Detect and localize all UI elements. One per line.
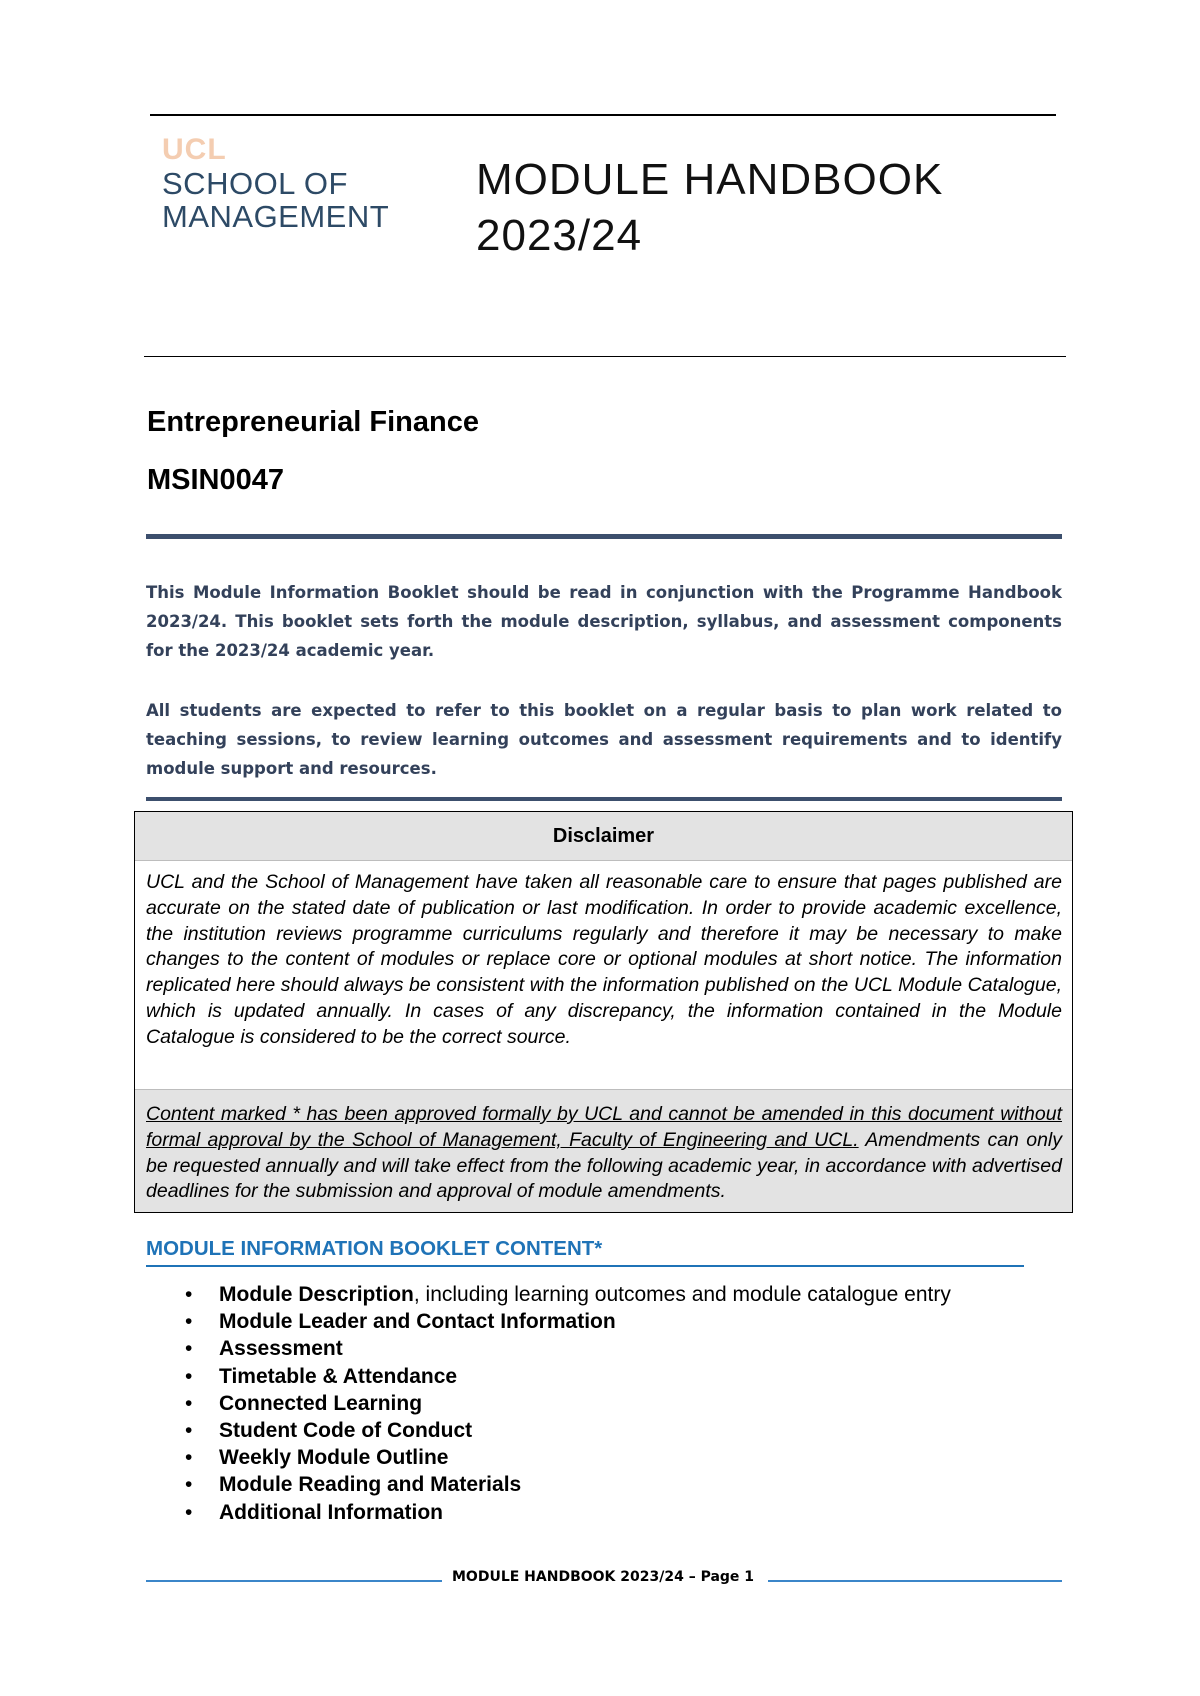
ucl-school-of-management-logo [162,135,389,232]
bullet-icon: • [185,1419,193,1443]
logo-line-management: MANAGEMENT [162,199,390,234]
bullet-icon: • [185,1473,193,1497]
list-item-detail: , including learning outcomes and module catalogue entry [413,1283,951,1306]
handbook-title-line1: MODULE HANDBOOK [476,155,944,204]
bullet-icon: • [185,1310,193,1334]
bullet-icon: • [185,1337,193,1361]
list-item [185,1281,951,1308]
list-item-title: Module Reading and Materials [219,1473,522,1497]
header-divider [144,356,1066,357]
bullet-icon: • [185,1283,193,1306]
list-item [185,1444,951,1471]
disclaimer-approved-content-note: Content marked * has been approved formally by UCL and cannot be amended in this document without formal approval by the School of Management, Faculty of Engineering and UCL. [146,1103,1062,1151]
list-item-title: Assessment [219,1337,343,1361]
module-code: MSIN0047 [147,464,285,496]
list-item [185,1471,951,1498]
intro-divider [146,797,1062,801]
top-rule [150,114,1056,116]
list-item-title: Module Leader and Contact Information [219,1310,616,1334]
list-item-title: Module Description [219,1283,414,1306]
footer-rule-left [146,1580,442,1582]
list-item-title: Weekly Module Outline [219,1446,449,1470]
disclaimer-box [134,811,1073,1213]
list-item [185,1308,951,1335]
list-item-title: Connected Learning [219,1391,423,1415]
bullet-icon: • [185,1446,193,1470]
handbook-title [476,152,943,264]
handbook-title-line2: 2023/24 [476,211,643,260]
bullet-icon: • [185,1364,193,1388]
contents-heading: MODULE INFORMATION BOOKLET CONTENT* [146,1237,1024,1267]
list-item-title: Timetable & Attendance [219,1364,458,1388]
footer-rule-right [768,1580,1062,1582]
bullet-icon: • [185,1500,193,1524]
module-name: Entrepreneurial Finance [147,406,479,438]
intro-paragraph-2: All students are expected to refer to this booklet on a regular basis to plan work related to teaching sessions, to review learning outcomes and assessment requirements and to identify module support and resources. [146,701,1062,778]
logo-line-school-of: SCHOOL OF [162,166,348,201]
list-item [185,1417,951,1444]
disclaimer-heading: Disclaimer [135,812,1072,861]
list-item [185,1363,951,1390]
intro-paragraph-1: This Module Information Booklet should be read in conjunction with the Programme Handbook 2023/24. This booklet sets forth the module description, syllabus, and assessment components for the 2023/24 academic year. [146,583,1062,660]
contents-list [185,1281,951,1526]
bullet-icon: • [185,1391,193,1415]
disclaimer-amendment-note: Amendments can only be requested annually and will take effect from the following academic year, in accordance with advertised deadlines for the submission and approval of module amendments. [146,1128,1062,1203]
footer-page-label: MODULE HANDBOOK 2023/24 – Page 1 [452,1569,755,1585]
list-item [185,1499,951,1526]
disclaimer-amendments [135,1089,1072,1212]
disclaimer-body: UCL and the School of Management have taken all reasonable care to ensure that pages published are accurate on the stated date of publication or last modification. In order to provide academic excellence, the institution reviews programme curriculums regularly and therefore it may be necessary to make changes to the content of modules or replace core or optional modules at short notice. The information replicated here should always be consistent with the information published on the UCL Module Catalogue, which is updated annually. In cases of any discrepancy, the information contained in the Module Catalogue is considered to be the correct source. [135,861,1072,1070]
list-item-title: Student Code of Conduct [219,1419,473,1443]
list-item [185,1335,951,1362]
list-item-title: Additional Information [219,1500,443,1524]
list-item [185,1390,951,1417]
module-divider [146,534,1062,539]
logo-ucl-text: UCL [162,133,227,166]
